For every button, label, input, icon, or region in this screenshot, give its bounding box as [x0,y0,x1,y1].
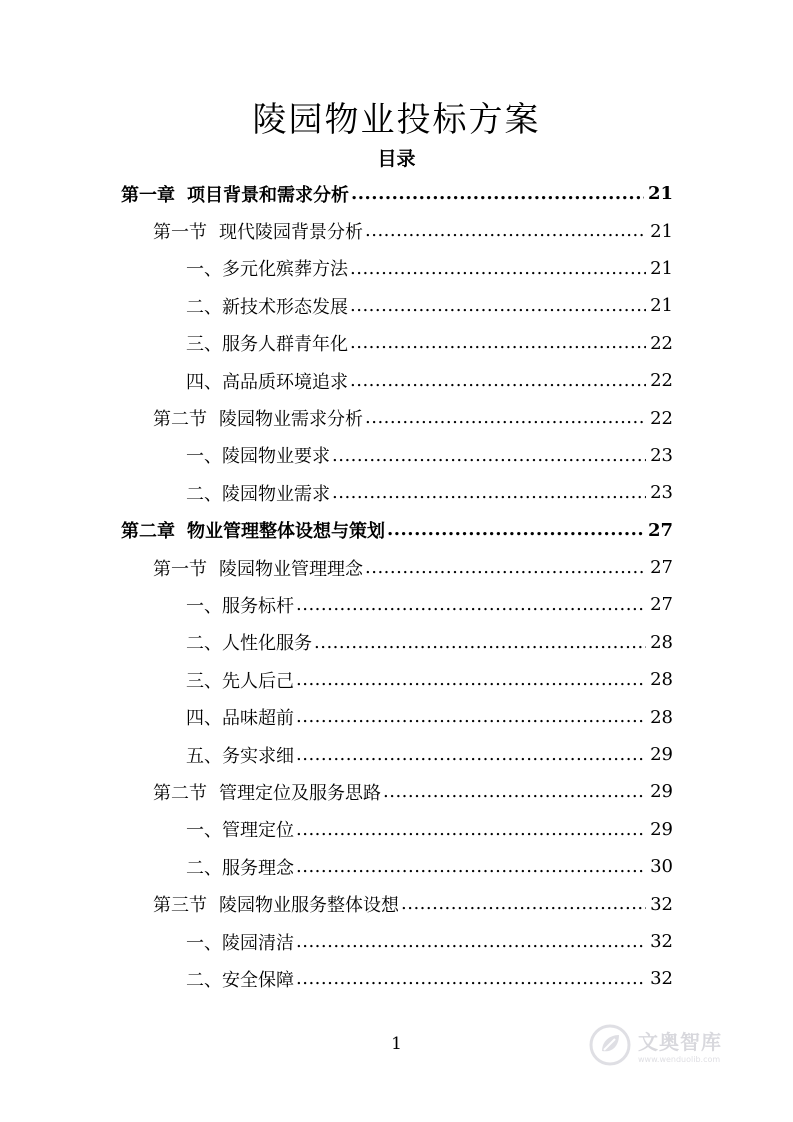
toc-entry[interactable] [121,250,673,287]
toc-entry-number: 第一节 [153,558,207,580]
toc-entry-page: 27 [647,519,673,541]
toc-entry-title: 一、服务标杆 [186,595,294,617]
toc-entry-title: 一、陵园清洁 [186,932,294,954]
toc-entry-page: 21 [650,257,673,279]
toc-entry[interactable] [121,885,673,922]
toc-entry-title: 陵园物业管理理念 [219,558,363,580]
toc-dot-leader [296,856,646,878]
toc-entry-page: 32 [650,893,673,915]
toc-entry[interactable] [121,960,673,997]
toc-entry-title: 四、品味超前 [186,708,294,730]
toc-entry-title: 三、服务人群青年化 [186,334,348,356]
toc-entry-page: 28 [650,631,673,653]
toc-entry[interactable] [121,212,673,249]
toc-entry-title: 二、陵园物业需求 [186,483,330,505]
toc-entry-page: 21 [650,295,673,317]
toc-dot-leader [296,706,646,728]
toc-entry-page: 22 [650,332,673,354]
toc-entry-number: 第二章 [121,521,175,543]
toc-entry-title: 一、管理定位 [186,820,294,842]
toc-entry-title: 三、先人后己 [186,670,294,692]
toc-entry-title: 四、高品质环境追求 [186,371,348,393]
toc-entry[interactable] [121,287,673,324]
toc-dot-leader [296,931,646,953]
toc-entry[interactable] [121,437,673,474]
toc-entry-title: 一、陵园物业要求 [186,446,330,468]
toc-entry[interactable] [121,325,673,362]
toc-entry[interactable] [121,698,673,735]
toc-entry-page: 23 [650,482,673,504]
toc-entry-number: 第一章 [121,184,175,206]
toc-entry-page: 29 [650,781,673,803]
toc-entry[interactable] [121,736,673,773]
toc-entry-number: 第三节 [153,895,207,917]
watermark [588,1020,748,1070]
toc-entry-title: 二、人性化服务 [186,633,312,655]
toc-entry-title: 五、务实求细 [186,745,294,767]
toc-entry[interactable] [121,848,673,885]
toc-entry-page: 21 [650,220,673,242]
toc-heading: 目录 [377,148,416,170]
toc-dot-leader [401,893,646,915]
toc-entry[interactable] [121,586,673,623]
toc-dot-leader [383,781,646,803]
toc-entry-title: 二、服务理念 [186,857,294,879]
toc-entry[interactable] [121,661,673,698]
toc-entry-title: 物业管理整体设想与策划 [187,521,385,543]
toc-dot-leader [350,332,646,354]
toc-entry-title: 陵园物业服务整体设想 [219,895,399,917]
toc-entry[interactable] [121,923,673,960]
toc-dot-leader [314,632,646,654]
watermark-url: www.wenduolib.com [638,1055,721,1064]
toc-entry-title: 项目背景和需求分析 [187,184,349,206]
toc-entry-page: 30 [650,856,673,878]
toc-dot-leader [332,445,646,467]
shield-leaf-logo-icon [588,1023,632,1067]
toc-dot-leader [350,370,646,392]
toc-entry[interactable] [121,624,673,661]
toc-entry-page: 29 [650,818,673,840]
toc-entry[interactable] [121,175,673,212]
table-of-contents [121,175,673,998]
toc-entry[interactable] [121,549,673,586]
toc-dot-leader [387,519,644,541]
toc-dot-leader [351,183,644,205]
toc-entry-page: 22 [650,407,673,429]
toc-dot-leader [365,407,646,429]
toc-entry-title: 管理定位及服务思路 [219,782,381,804]
toc-entry[interactable] [121,399,673,436]
toc-entry-page: 27 [650,594,673,616]
watermark-name: 文奥智库 [638,1030,722,1054]
toc-dot-leader [365,220,646,242]
toc-entry-page: 32 [650,931,673,952]
toc-dot-leader [296,669,646,691]
toc-entry-title: 现代陵园背景分析 [219,222,363,244]
toc-entry-title: 二、新技术形态发展 [186,296,348,318]
toc-entry-number: 第二节 [153,782,207,804]
document-title: 陵园物业投标方案 [252,100,541,140]
toc-dot-leader [296,819,646,841]
toc-entry-title: 陵园物业需求分析 [219,409,363,431]
toc-entry-title: 二、安全保障 [186,969,294,991]
toc-entry-number: 第二节 [153,409,207,431]
toc-entry[interactable] [121,811,673,848]
toc-dot-leader [296,594,646,616]
toc-dot-leader [296,744,646,766]
toc-entry-page: 23 [650,444,673,466]
toc-entry[interactable] [121,512,673,549]
toc-entry[interactable] [121,362,673,399]
toc-dot-leader [296,968,646,990]
toc-entry-page: 29 [650,744,673,766]
toc-entry-number: 第一节 [153,222,207,244]
toc-dot-leader [365,557,646,579]
toc-entry-page: 27 [650,557,673,579]
toc-entry-page: 28 [650,706,673,728]
toc-entry-page: 28 [650,669,673,691]
toc-dot-leader [350,258,646,280]
toc-dot-leader [332,482,646,504]
toc-entry-title: 一、多元化殡葬方法 [186,259,348,281]
toc-entry[interactable] [121,773,673,810]
toc-entry[interactable] [121,474,673,511]
toc-dot-leader [350,295,646,317]
toc-entry-page: 21 [647,183,673,205]
toc-entry-page: 22 [650,370,673,392]
toc-entry-page: 32 [650,968,673,990]
page-number: 1 [391,1034,402,1054]
